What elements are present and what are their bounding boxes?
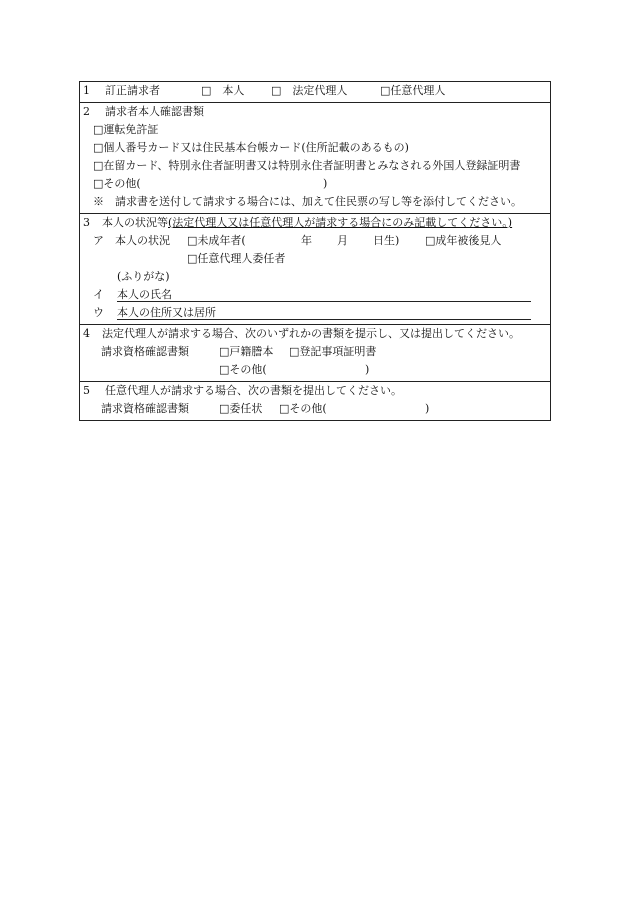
principal-name-field[interactable]: 本人の氏名 xyxy=(117,288,172,301)
section-requester xyxy=(80,82,550,102)
correction-request-form xyxy=(79,81,551,421)
address-prefix: ウ xyxy=(93,306,104,319)
name-prefix: イ xyxy=(93,288,104,301)
section-text: 任意代理人が請求する場合、次の書類を提出してください。 xyxy=(105,384,402,397)
qualification-docs-label: 請求資格確認書類 xyxy=(101,345,189,358)
section-voluntary-representative-docs xyxy=(80,381,550,420)
checkbox-residence-card[interactable]: □在留カード、特別永住者証明書又は特別永住者証明書とみなされる外国人登録証明書 xyxy=(93,159,521,172)
checkbox-delegator[interactable]: □任意代理人委任者 xyxy=(187,252,286,265)
checkbox-self[interactable]: □ 本人 xyxy=(201,84,245,97)
checkbox-legal-representative[interactable]: □ 法定代理人 xyxy=(271,84,348,97)
other-close-paren: ) xyxy=(323,177,328,190)
requester-label: 訂正請求者 xyxy=(105,84,160,97)
other-close-paren: ) xyxy=(365,363,370,376)
birth-day-unit: 日生) xyxy=(373,234,400,247)
checkbox-drivers-license[interactable]: □運転免許証 xyxy=(93,123,159,136)
checkbox-minor[interactable]: □未成年者( xyxy=(187,234,246,247)
resident-certificate-note: ※ 請求書を送付して請求する場合には、加えて住民票の写し等を添付してください。 xyxy=(93,195,522,208)
checkbox-adult-ward[interactable]: □成年被後見人 xyxy=(425,234,502,247)
section-title: 請求者本人確認書類 xyxy=(105,105,204,118)
checkbox-other-qualification[interactable]: □その他( xyxy=(279,402,327,415)
section-principal-status xyxy=(80,213,550,324)
section-text: 法定代理人が請求する場合、次のいずれかの書類を提示し、又は提出してください。 xyxy=(102,327,520,340)
section-heading xyxy=(83,325,547,343)
birth-month-unit: 月 xyxy=(337,234,348,247)
section-title: 本人の状況等 xyxy=(102,216,168,229)
section-number: 5 xyxy=(83,384,90,397)
principal-address-field[interactable]: 本人の住所又は居所 xyxy=(117,306,216,319)
section-number: 4 xyxy=(83,327,90,340)
section-heading xyxy=(83,214,547,232)
checkbox-registry-certificate[interactable]: □登記事項証明書 xyxy=(289,345,377,358)
other-close-paren: ) xyxy=(425,402,430,415)
section-identity-documents xyxy=(80,102,550,213)
name-underline xyxy=(117,301,531,302)
section-legal-representative-docs xyxy=(80,324,550,381)
checkbox-power-of-attorney[interactable]: □委任状 xyxy=(219,402,263,415)
checkbox-family-register[interactable]: □戸籍謄本 xyxy=(219,345,274,358)
status-label: ア 本人の状況 xyxy=(93,234,170,247)
checkbox-voluntary-representative[interactable]: □任意代理人 xyxy=(380,84,446,97)
furigana-label: (ふりがな) xyxy=(117,270,170,283)
address-underline xyxy=(117,319,531,320)
section-condition: (法定代理人又は任意代理人が請求する場合にのみ記載してください。) xyxy=(168,216,513,229)
checkbox-other-document[interactable]: □その他( xyxy=(93,177,141,190)
checkbox-my-number-card[interactable]: □個人番号カード又は住民基本台帳カード(住所記載のあるもの) xyxy=(93,141,409,154)
section-number: 1 xyxy=(83,84,90,97)
section-number: 3 xyxy=(83,216,90,229)
checkbox-other-qualification[interactable]: □その他( xyxy=(219,363,267,376)
section-number: 2 xyxy=(83,105,90,118)
qualification-docs-label: 請求資格確認書類 xyxy=(101,402,189,415)
birth-year-unit: 年 xyxy=(301,234,312,247)
